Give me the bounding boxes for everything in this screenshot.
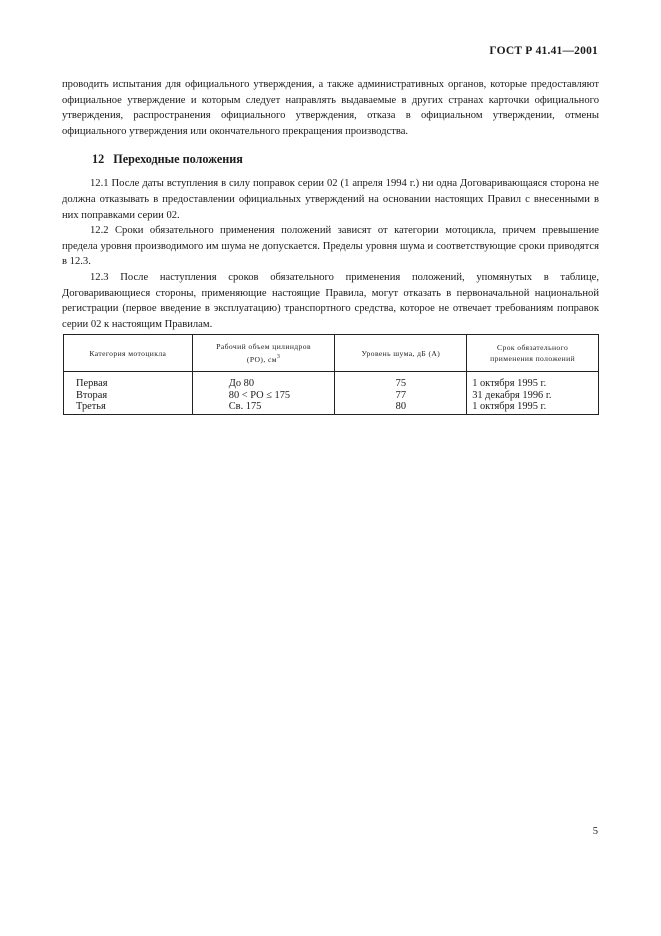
cell-volume: До 80 xyxy=(192,372,335,390)
page-content xyxy=(62,77,599,332)
table-row xyxy=(64,401,599,414)
cell-category: Вторая xyxy=(64,390,193,402)
cell-category: Первая xyxy=(64,372,193,390)
paragraph-12-2: 12.2 Сроки обязательного применения положений зависят от категории мотоцикла, причем превышение предела уровня производимого им шума не допускается. Пределы уровня шума и соответствующие сроки приводятся в 12.3. xyxy=(62,225,599,268)
header-category xyxy=(64,335,193,372)
cell-volume: 80 < РО ≤ 175 xyxy=(192,390,335,402)
section-number: 12 xyxy=(92,152,105,167)
cell-date: 1 октября 1995 г. xyxy=(467,401,599,414)
noise-limits-table xyxy=(63,334,599,415)
cell-category: Третья xyxy=(64,401,193,414)
cell-date: 1 октября 1995 г. xyxy=(467,372,599,390)
table-row xyxy=(64,390,599,402)
section-title: Переходные положения xyxy=(113,152,243,167)
cell-noise: 77 xyxy=(335,390,467,402)
header-category-label: Категория мотоцикла xyxy=(89,348,167,358)
header-noise xyxy=(335,335,467,372)
cell-noise: 75 xyxy=(335,372,467,390)
section-heading xyxy=(92,151,599,167)
paragraph-12-3: 12.3 После наступления сроков обязательного применения положений, упомянутых в таблице, Договаривающиеся стороны, применяющие настоящие Правила, могут отказать в первоначальной национальной регистрации (первое введение в эксплуатацию) транспортного средства, которое не отвечает требованиям поправок серии 02 к настоящим Правилам. xyxy=(62,271,599,330)
header-date-line1: Срок обязательного xyxy=(497,343,569,352)
document-standard-id: ГОСТ Р 41.41—2001 xyxy=(489,45,598,57)
header-volume-unit-sup: 3 xyxy=(276,354,281,360)
page-number: 5 xyxy=(592,826,598,837)
cell-volume: Св. 175 xyxy=(192,401,335,414)
header-date-line2: применения положений xyxy=(490,354,576,363)
header-volume xyxy=(192,335,335,372)
cell-noise: 80 xyxy=(335,401,467,414)
paragraph-12-1: 12.1 После даты вступления в силу поправок серии 02 (1 апреля 1994 г.) ни одна Договаривающаяся сторона не должна отказывать в предоставлении официальных утверждений на основании настоящих Правил с внесенными в них поправками серии 02. xyxy=(62,178,599,221)
intro-paragraph: проводить испытания для официального утверждения, а также административных органов, которые предоставляют официальное утверждение и которым следует направлять выдаваемые в других странах карточки официального утверждения, распространения официального утверждения, отказа в официальном утверждении, отмены официального утверждения или окончательного прекращения производства. xyxy=(62,79,599,137)
table-header-row xyxy=(64,335,599,372)
header-volume-line1: Рабочий объем цилиндров xyxy=(216,342,311,351)
table-row xyxy=(64,372,599,390)
header-date xyxy=(467,335,599,372)
header-noise-label: Уровень шума, дБ (А) xyxy=(361,348,441,358)
header-volume-line2: (РО), см xyxy=(246,355,277,364)
cell-date: 31 декабря 1996 г. xyxy=(467,390,599,402)
